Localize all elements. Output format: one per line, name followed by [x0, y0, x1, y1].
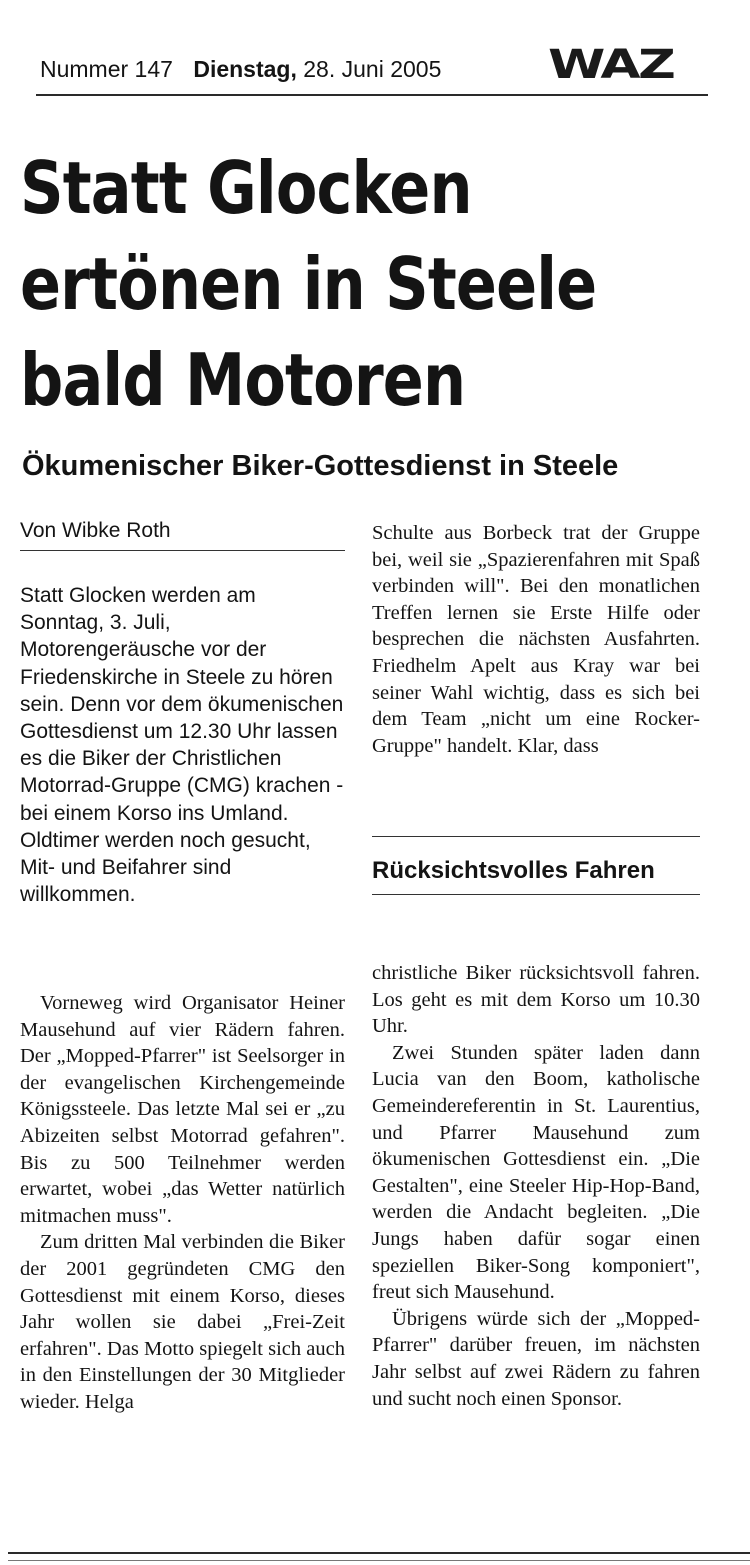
subheadline: Ökumenischer Biker-Gottesdienst in Steele: [22, 450, 619, 482]
byline: Von Wibke Roth: [20, 516, 345, 551]
body-paragraph: Schulte aus Borbeck trat der Gruppe bei, weil sie „Spazierenfahren mit Spaß verbinden will". Bei den monatlichen Treffen lernen sie Erste Hilfe oder besprechen die nächsten Ausfahrten. Friedhelm Apelt aus Kray war bei seiner Wahl wichtig, dass es sich bei dem Team „nicht um eine Rocker-Gruppe" handelt. Klar, dass: [372, 522, 700, 757]
masthead-rule: [36, 94, 708, 96]
newspaper-logo: WAZ: [548, 42, 674, 88]
body-paragraph: Vorneweg wird Organisator Heiner Mausehund auf vier Rädern fahren. Der „Mopped-Pfarrer" ist Seelsorger in der evangelischen Kirchengemeinde Königssteele. Das letzte Mal sei er „zu Abizeiten selbst Motorrad gefahren". Bis zu 500 Teilnehmer werden erwartet, wobei „das Wetter natürlich mitmachen muss".: [20, 992, 345, 1227]
headline-line: ertönen in Steele: [20, 242, 597, 326]
headline: [20, 140, 608, 428]
issue-date: 28. Juni 2005: [303, 56, 442, 82]
weekday: Dienstag,: [193, 56, 297, 82]
body-paragraph: Zum dritten Mal verbinden die Biker der 2001 gegründeten CMG den Gottesdienst mit einem Korso, dieses Jahr wollen sie dabei „Frei-Zeit erfahren". Das Motto spiegelt sich auch in den Einstellungen der 30 Mitglieder wieder. Helga: [20, 1231, 345, 1413]
headline-line: Statt Glocken: [20, 146, 472, 230]
body-paragraph: Übrigens würde sich der „Mopped-Pfarrer" darüber freuen, im nächsten Jahr selbst auf zwei Rädern zu fahren und sucht noch einen Sponsor.: [372, 1307, 700, 1410]
intertitle: Rücksichtsvolles Fahren: [372, 852, 700, 895]
lead-paragraph: Statt Glocken werden am Sonntag, 3. Juli, Motorengeräusche vor der Friedenskirche in Steele zu hören sein. Denn vor dem ökumenischen Gottesdienst um 12.30 Uhr lassen es die Biker der Christlichen Motorrad-Gruppe (CMG) krachen - bei einem Korso ins Umland. Oldtimer werden noch gesucht, Mit- und Beifahrer sind willkommen.: [20, 584, 344, 907]
body-column-left: [20, 990, 345, 1416]
footer-rule-thin: [8, 1560, 750, 1561]
body-paragraph: Zwei Stunden später laden dann Lucia van den Boom, katholische Gemeindereferentin in St. Laurentius, und Pfarrer Mausehund zum ökumenischen Gottesdienst ein. „Die Gestalten", eine Steeler Hip-Hop-Band, werden die Andacht begleiten. „Die Jungs haben dafür sogar einen speziellen Biker-Song komponiert", freut sich Mausehund.: [372, 1041, 700, 1304]
body-column-right-top: [372, 520, 700, 759]
body-column-right-bottom: [372, 960, 700, 1412]
headline-line: bald Motoren: [20, 338, 466, 422]
body-paragraph: christliche Biker rücksichtsvoll fahren. Los geht es mit dem Korso um 10.30 Uhr.: [372, 962, 700, 1038]
intertitle-rule: [372, 836, 700, 837]
footer-rule: [8, 1552, 750, 1554]
issue-number: Nummer 147: [40, 56, 173, 82]
